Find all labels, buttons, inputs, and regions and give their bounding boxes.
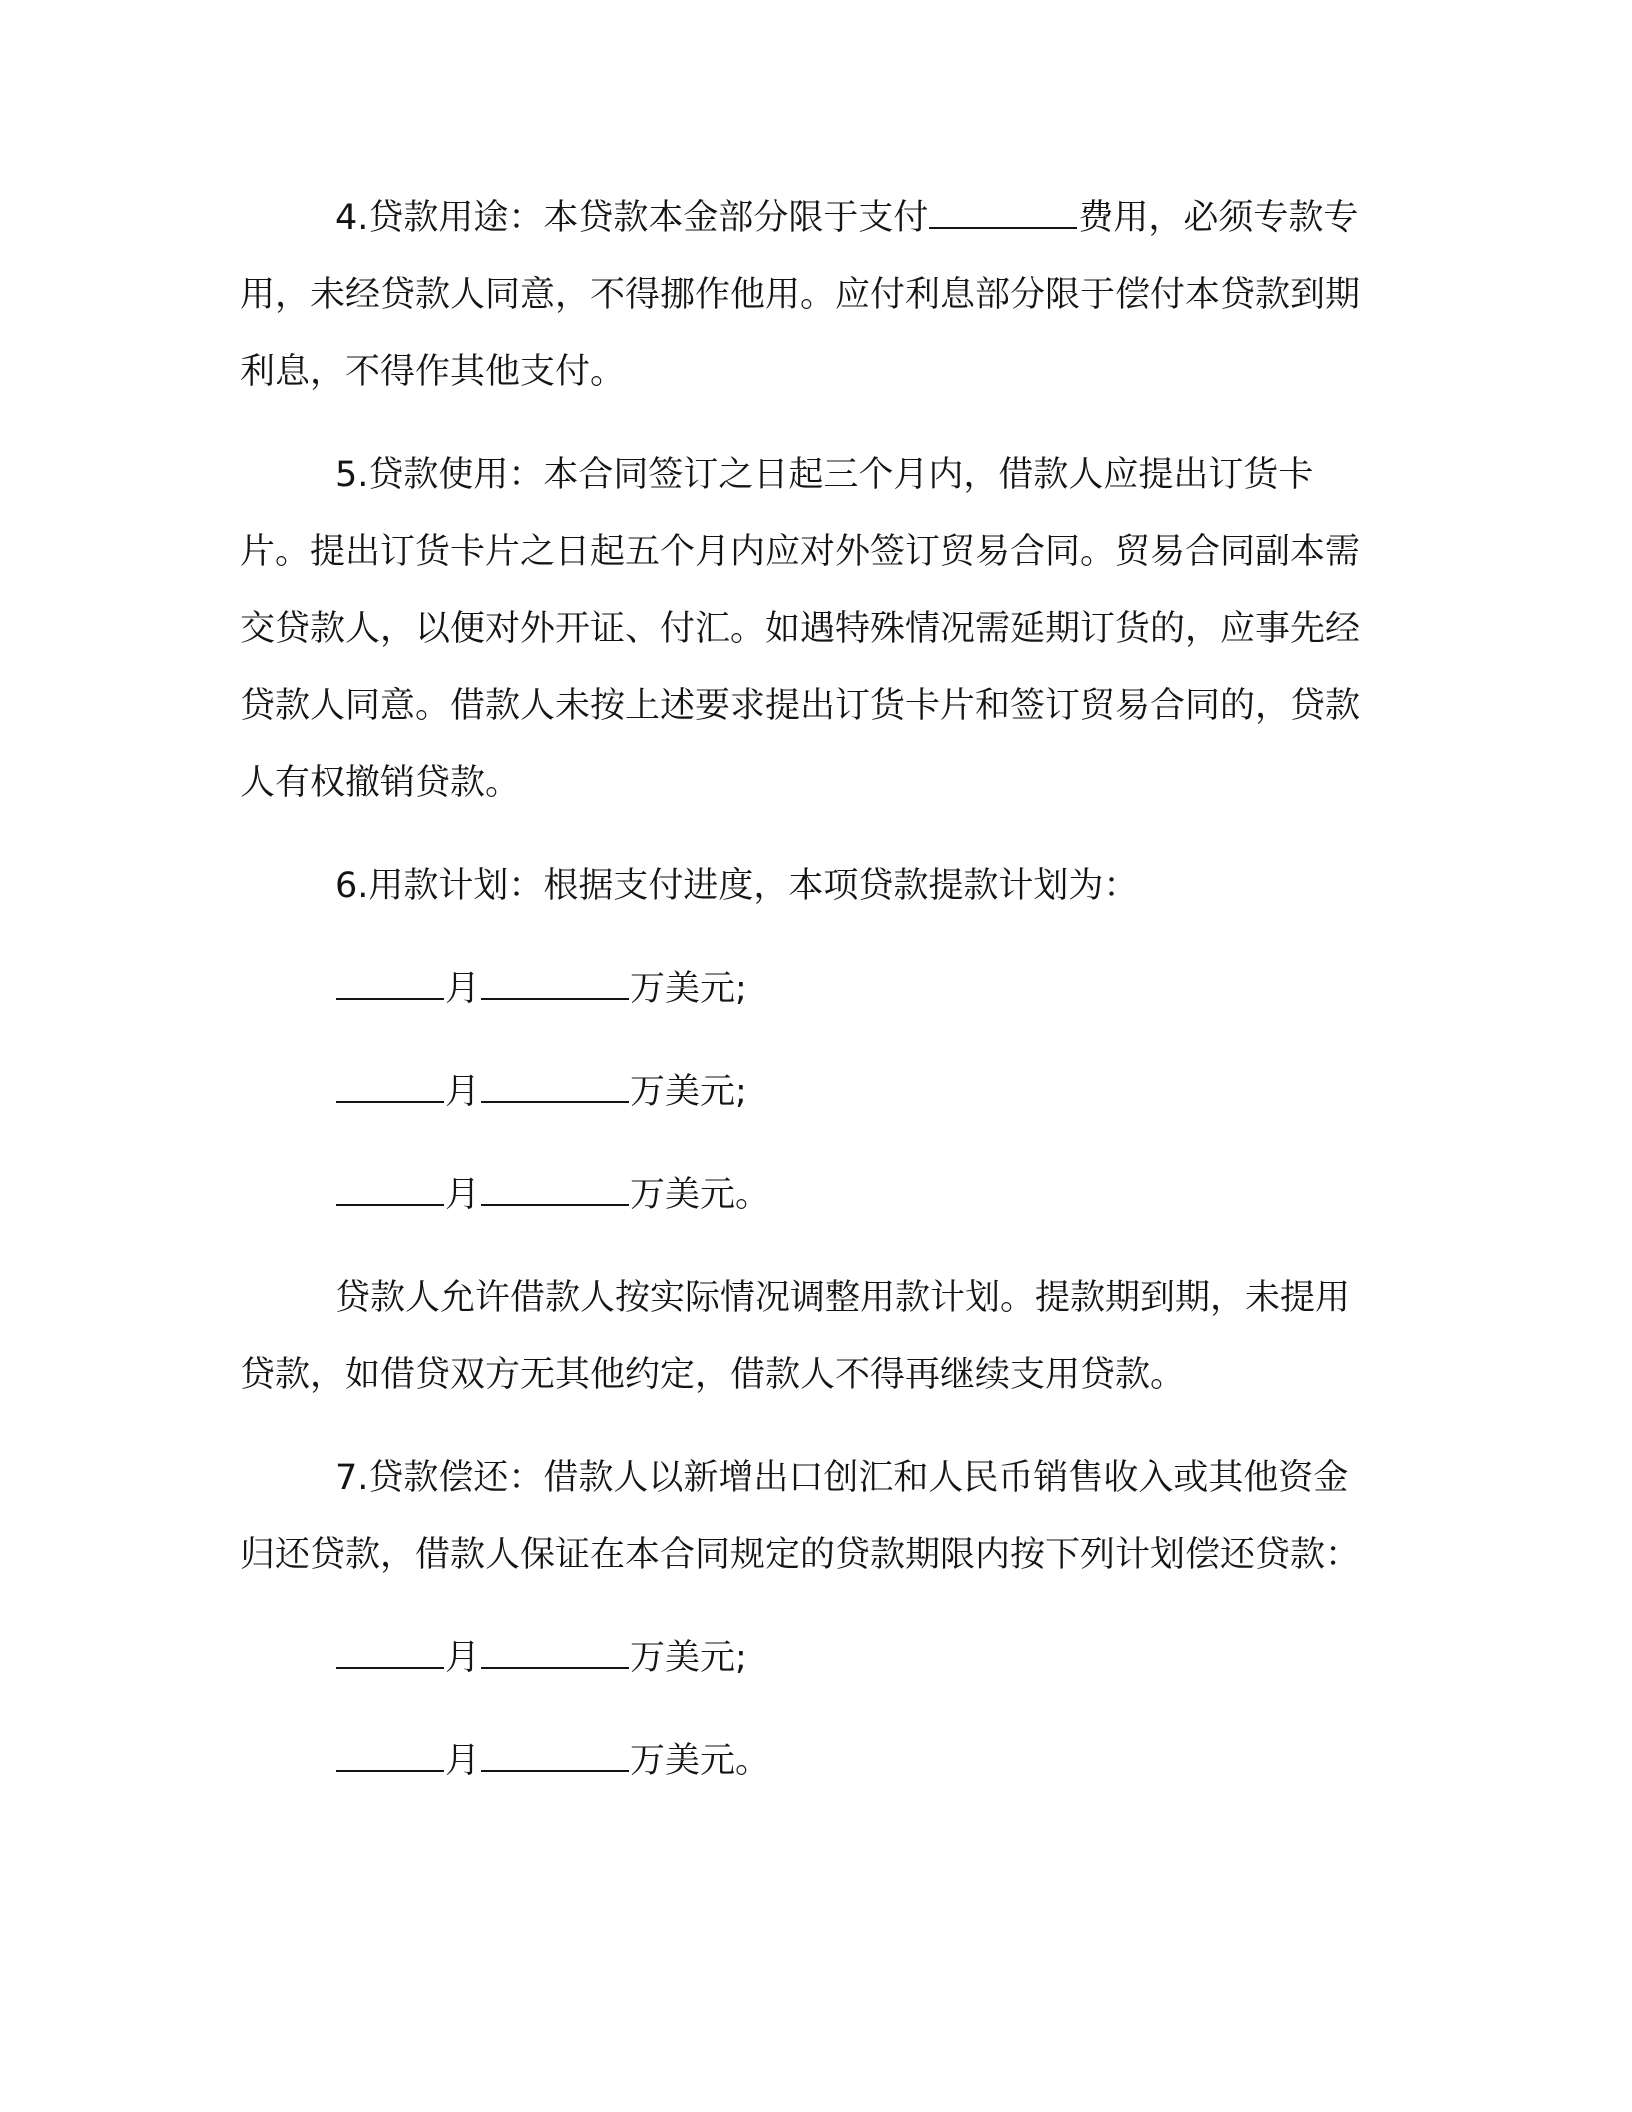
plan-item — [240, 951, 1380, 1028]
month-blank — [336, 1067, 444, 1103]
clause-7-repayment: 7.贷款偿还：借款人以新增出口创汇和人民币销售收入或其他资金归还贷款，借款人保证在本合同规定的贷款期限内按下列计划偿还贷款： — [240, 1458, 1361, 1575]
repay-item — [240, 1723, 1380, 1800]
plan-item — [240, 1157, 1380, 1234]
unit-label: 万美元; — [630, 969, 747, 1009]
amount-blank — [481, 1067, 629, 1103]
month-blank — [336, 1736, 444, 1772]
amount-blank — [481, 1736, 629, 1772]
month-label: 月 — [445, 969, 481, 1009]
amount-blank — [481, 1170, 629, 1206]
amount-blank — [481, 964, 629, 1000]
clause-5-loan-use: 5.贷款使用：本合同签订之日起三个月内，借款人应提出订货卡片。提出订货卡片之日起五个月内应对外签订贸易合同。贸易合同副本需交贷款人，以便对外开证、付汇。如遇特殊情况需延期订货的，应事先经贷款人同意。借款人未按上述要求提出订货卡片和签订贸易合同的，贷款人有权撤销贷款。 — [240, 455, 1361, 803]
clause-4-text-after: 费用，必须专款专用，未经贷款人同意，不得挪作他用。应付利息部分限于偿付本贷款到期利息，不得作其他支付。 — [240, 198, 1361, 392]
amount-blank — [481, 1633, 629, 1669]
month-label: 月 — [445, 1072, 481, 1112]
month-blank — [336, 964, 444, 1000]
month-blank — [336, 1633, 444, 1669]
clause-6-drawdown-plan: 6.用款计划：根据支付进度，本项贷款提款计划为： — [335, 866, 1139, 906]
unit-label: 万美元; — [630, 1638, 747, 1678]
month-label: 月 — [445, 1638, 481, 1678]
purpose-blank — [929, 193, 1077, 229]
plan-item — [240, 1054, 1380, 1131]
contract-page — [240, 180, 1380, 1826]
month-label: 月 — [445, 1741, 481, 1781]
repay-item — [240, 1620, 1380, 1697]
unit-label: 万美元; — [630, 1072, 747, 1112]
month-blank — [336, 1170, 444, 1206]
unit-label: 万美元。 — [630, 1175, 771, 1215]
month-label: 月 — [445, 1175, 481, 1215]
plan-adjustment-clause: 贷款人允许借款人按实际情况调整用款计划。提款期到期，未提用贷款，如借贷双方无其他约定，借款人不得再继续支用贷款。 — [240, 1278, 1351, 1395]
clause-4-loan-purpose — [240, 180, 1380, 411]
clause-4-text-before: 4.贷款用途：本贷款本金部分限于支付 — [335, 198, 929, 238]
unit-label: 万美元。 — [630, 1741, 771, 1781]
